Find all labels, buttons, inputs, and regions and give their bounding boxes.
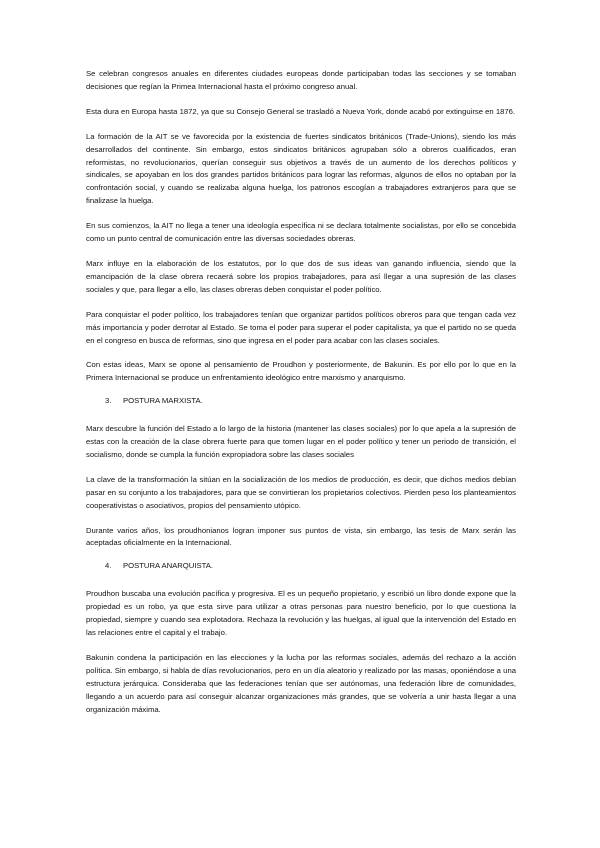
paragraph-proudhon: Proudhon buscaba una evolución pacífica y progresiva. El es un pequeño propietario, y escribió un libro donde expone que la propiedad es un robo, ya que esta sirve para utilizar a otras personas para nuestro beneficio, por lo que cuestiona la propiedad, siempre y cuando sea explotadora. Rechaza la revolución y las huelgas, al igual que la intervención del Estado en las relaciones entre el capital y el trabajo.	[86, 589, 516, 637]
paragraph-congresos: Se celebran congresos anuales en diferentes ciudades europeas donde participaban todas las secciones y se tomaban decisiones que regían la Primea Internacional hasta el próximo congreso anual.	[86, 69, 516, 91]
section-number: 4.	[105, 561, 112, 571]
paragraph-proudhonianos: Durante varios años, los proudhonianos logran imponer sus puntos de vista, sin embargo, las tesis de Marx serán las aceptadas oficialmente en la Internacional.	[86, 525, 516, 548]
paragraph-socializacion: La clave de la transformación la sitúan en la socialización de los medios de producción, es decir, que dichos medios debían pasar en su conjunto a los trabajadores, para que se convirtieran los propietarios colectivos. Pierden peso los planteamientos cooperativistas o asociativos, propios del pensamiento utópico.	[86, 474, 516, 510]
paragraph-ideologia: En sus comienzos, la AIT no llega a tener una ideología específica ni se declara totalmente socialistas, por ello se concebida como un punto central de comunicación entre las diversas sociedades obreras.	[86, 221, 516, 244]
section-title: POSTURA MARXISTA.	[123, 396, 203, 406]
section-number: 3.	[105, 396, 112, 406]
paragraph-nueva-york: Esta dura en Europa hasta 1872, ya que su Consejo General se trasladó a Nueva York, donde acabó por extinguirse en 1876.	[86, 106, 516, 116]
paragraph-poder-politico: Para conquistar el poder político, los trabajadores tenían que organizar partidos políticos obreros para que tengan cada vez más importancia y poder derrotar al Estado. Se toma el poder para superar el poder capitalista, ya que el partido no se queda en el congreso en busca de reformas, sino que ingresa en el poder para acabar con las clases sociales.	[86, 309, 516, 345]
section-heading-marxista	[105, 395, 516, 408]
section-title: POSTURA ANARQUISTA.	[123, 561, 213, 571]
section-heading-anarquista	[105, 560, 516, 573]
paragraph-trade-unions: La formación de la AIT se ve favorecida por la existencia de fuertes sindicatos británicos (Trade-Unions), siendo los más desarrollados del continente. Sin embargo, estos sindicatos británicos agrupaban sólo a obreros cualificados, eran reformistas, no revolucionarios, querían conseguir sus objetivos a través de un aumento de los derechos políticos y sindicales, se apoyaban en los dos grandes partidos británicos para lograr las reformas, algunos de ellos no optaban por la confrontación social, y cuando se realizaba alguna huelga, los patronos escogían a trabajadores extranjeros para que se finalizase la huelga.	[86, 131, 516, 206]
paragraph-proudhon-bakunin: Con estas ideas, Marx se opone al pensamiento de Proudhon y posteriormente, de Bakunin. Es por ello por lo que en la Primera Internacional se produce un enfrentamiento ideológico entre marxismo y anarquismo.	[86, 360, 516, 383]
paragraph-bakunin: Bakunin condena la participación en las elecciones y la lucha por las reformas sociales, además del rechazo a la acción política. Sin embargo, si habla de días revolucionarios, pero en un día aleatorio y realizado por las masas, oponiéndose a una estructura jerárquica. Consideraba que las federaciones tenían que ser autónomas, una federación libre de comunidades, llegando a un acuerdo para así conseguir alcanzar organizaciones más grandes, que se volvería a unir hasta llegar a una organización máxima.	[86, 652, 516, 714]
document-body	[86, 68, 516, 728]
paragraph-funcion-estado: Marx descubre la función del Estado a lo largo de la historia (mantener las clases sociales) por lo que apela a la supresión de estas con la creación de la clase obrera fuerte para que tomen lugar en el poder político y tener un periodo de transición, el socialismo, donde se cumpla la función expropiadora sobre las clases sociales	[86, 424, 516, 459]
paragraph-estatutos: Marx influye en la elaboración de los estatutos, por lo que dos de sus ideas van ganando influencia, siendo que la emancipación de la clase obrera recaerá sobre los propios trabajadores, para así llegar a una supresión de las clases sociales y que, para llegar a ello, las clases obreras deben conquistar el poder político.	[86, 258, 516, 294]
